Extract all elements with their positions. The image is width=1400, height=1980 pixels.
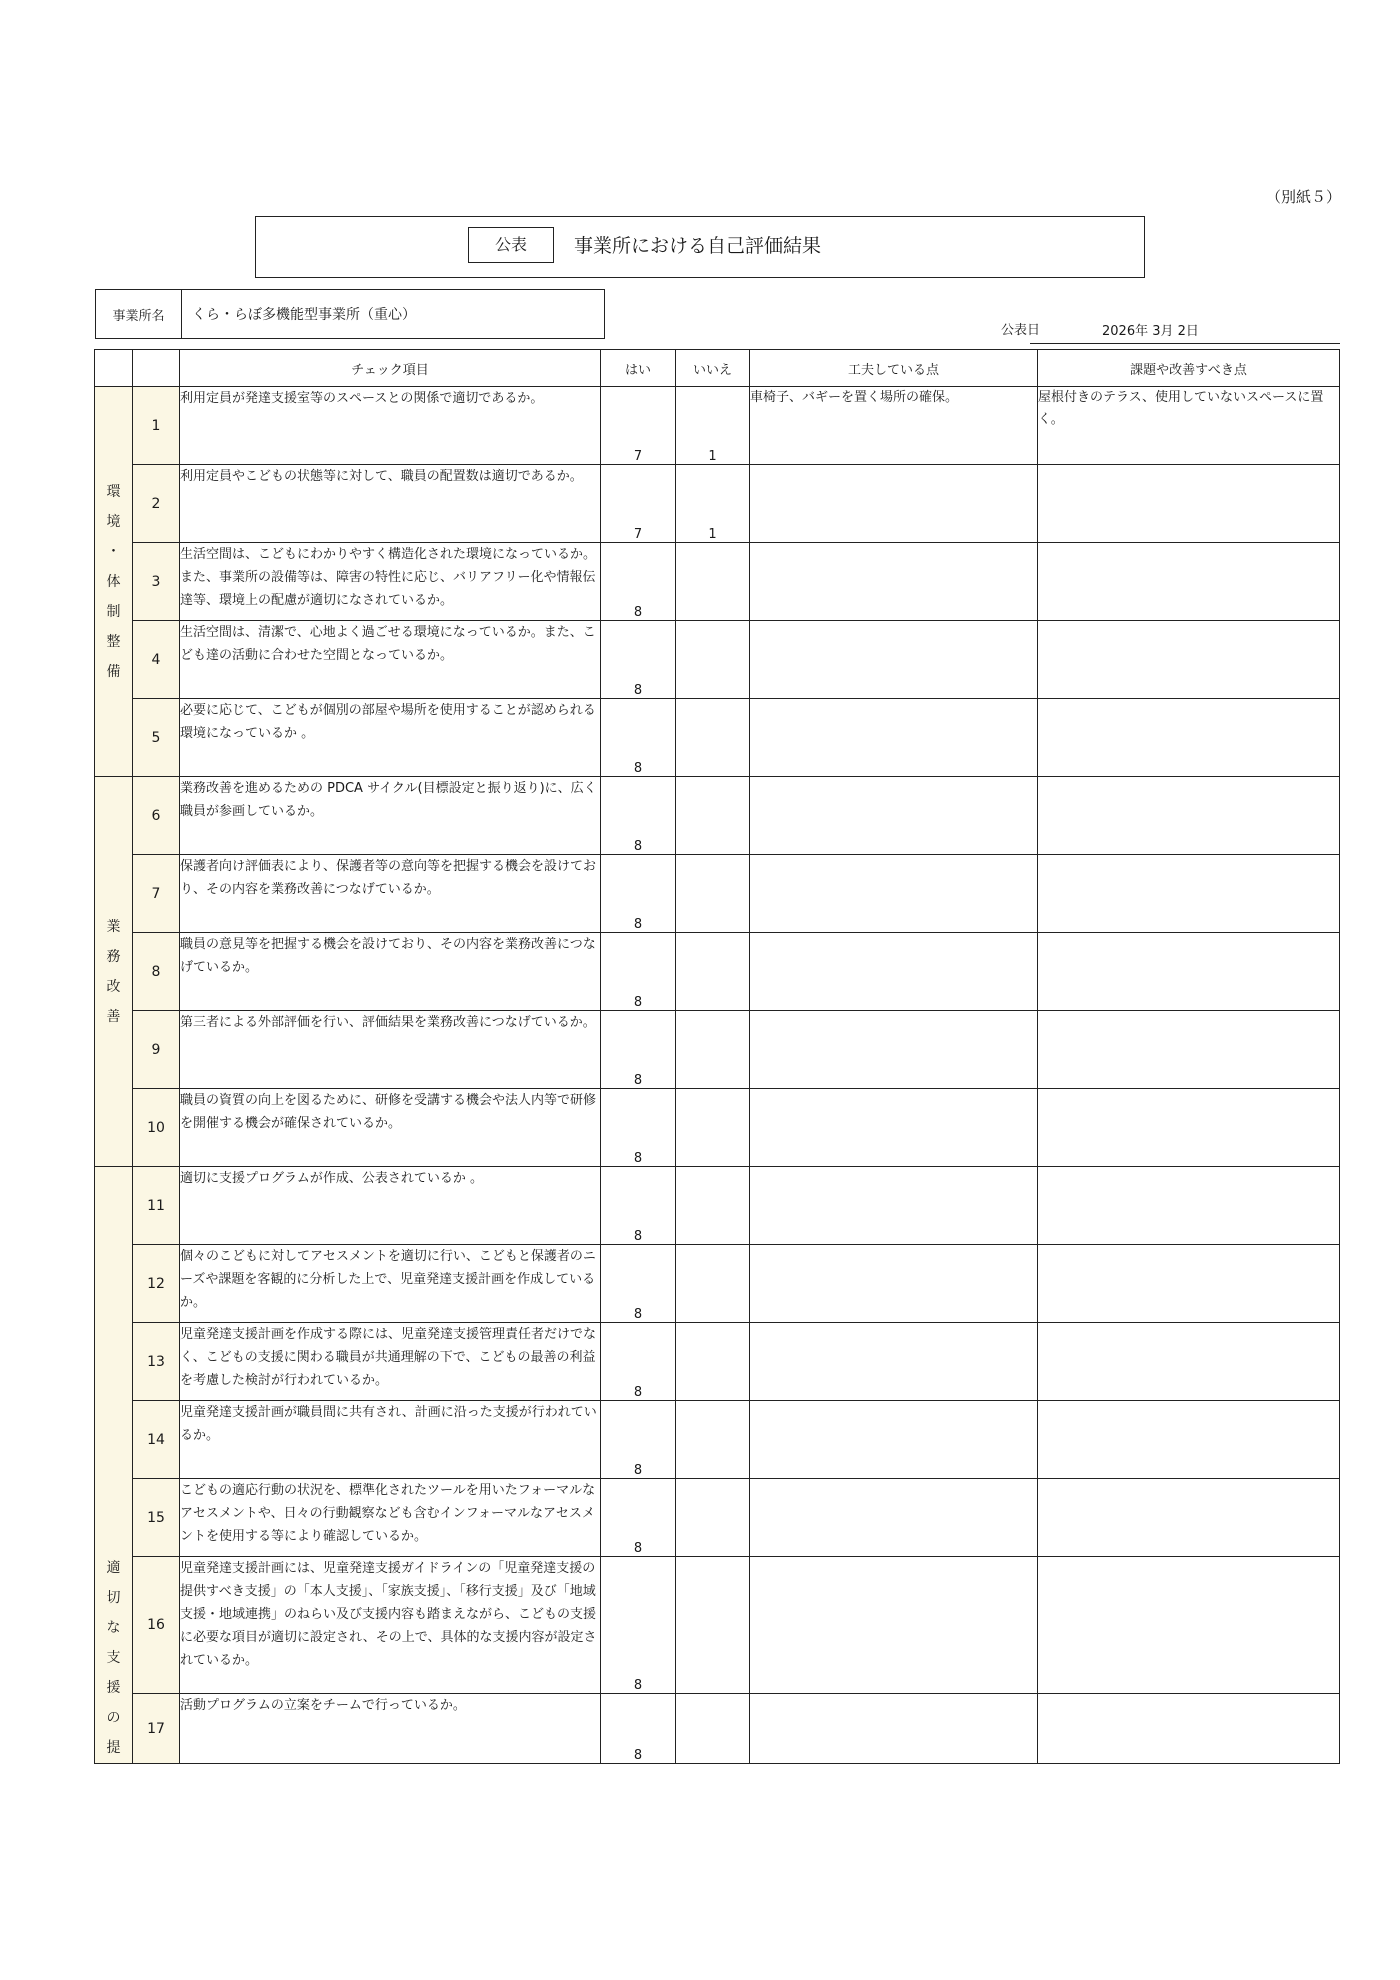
check-item-text: 生活空間は、こどもにわかりやすく構造化された環境になっているか。また、事業所の設備等は、障害の特性に応じ、バリアフリー化や情報伝達等、環境上の配慮が適切になされているか。 [180,543,601,621]
table-row [95,777,1340,855]
table-row [95,543,1340,621]
row-number: 6 [133,777,180,855]
table-row [95,933,1340,1011]
ingenuity-cell [750,465,1038,543]
publication-date-underline [1030,343,1340,344]
yes-count: 8 [601,1479,676,1557]
public-label: 公表 [468,227,554,263]
issues-cell [1038,1479,1340,1557]
issues-cell [1038,1557,1340,1694]
yes-count: 8 [601,1089,676,1167]
header-category [95,350,133,387]
facility-label: 事業所名 [96,290,182,338]
publication-date: 2026年 3月 2日 [1102,324,1199,339]
check-item-text: 児童発達支援計画を作成する際には、児童発達支援管理責任者だけでなく、こどもの支援に関わる職員が共通理解の下で、こどもの最善の利益を考慮した検討が行われているか。 [180,1323,601,1401]
row-number: 15 [133,1479,180,1557]
no-count [676,1011,750,1089]
check-item-text: 業務改善を進めるための PDCA サイクル(目標設定と振り返り)に、広く職員が参画しているか。 [180,777,601,855]
yes-count: 8 [601,1167,676,1245]
issues-cell [1038,1011,1340,1089]
check-item-text: 利用定員が発達支援室等のスペースとの関係で適切であるか。 [180,387,601,465]
yes-count: 8 [601,933,676,1011]
title-box [255,216,1145,278]
table-row [95,621,1340,699]
no-count [676,1557,750,1694]
no-count [676,1089,750,1167]
ingenuity-cell [750,1557,1038,1694]
row-number: 1 [133,387,180,465]
ingenuity-cell [750,699,1038,777]
check-item-text: 職員の資質の向上を図るために、研修を受講する機会や法人内等で研修を開催する機会が確保されているか。 [180,1089,601,1167]
table-row [95,1245,1340,1323]
issues-cell [1038,1401,1340,1479]
issues-cell [1038,465,1340,543]
no-count [676,1245,750,1323]
row-number: 11 [133,1167,180,1245]
evaluation-table [94,349,1340,1764]
facility-box [95,289,605,339]
yes-count: 8 [601,699,676,777]
table-row [95,1089,1340,1167]
issues-cell [1038,543,1340,621]
check-item-text: 必要に応じて、こどもが個別の部屋や場所を使用することが認められる環境になっているか 。 [180,699,601,777]
ingenuity-cell [750,621,1038,699]
no-count [676,855,750,933]
ingenuity-cell [750,777,1038,855]
row-number: 10 [133,1089,180,1167]
check-item-text: 活動プログラムの立案をチームで行っているか。 [180,1694,601,1764]
ingenuity-cell [750,543,1038,621]
page-title: 事業所における自己評価結果 [574,235,822,257]
table-header-row [95,350,1340,387]
issues-cell [1038,1089,1340,1167]
yes-count: 7 [601,465,676,543]
no-count: 1 [676,387,750,465]
issues-cell [1038,777,1340,855]
no-count [676,621,750,699]
header-number [133,350,180,387]
table-row [95,1479,1340,1557]
annex-label: （別紙５） [1266,188,1342,206]
row-number: 16 [133,1557,180,1694]
facility-name: くら・らぼ多機能型事業所（重心） [192,307,416,323]
yes-count: 7 [601,387,676,465]
header-no: いいえ [676,350,750,387]
ingenuity-cell [750,1011,1038,1089]
publication-date-label: 公表日 [1001,323,1041,338]
no-count [676,543,750,621]
yes-count: 8 [601,1557,676,1694]
check-item-text: 生活空間は、清潔で、心地よく過ごせる環境になっているか。また、こども達の活動に合わせた空間となっているか。 [180,621,601,699]
yes-count: 8 [601,777,676,855]
table-row [95,1167,1340,1245]
issues-cell [1038,933,1340,1011]
ingenuity-cell [750,1479,1038,1557]
row-number: 5 [133,699,180,777]
check-item-text: 利用定員やこどもの状態等に対して、職員の配置数は適切であるか。 [180,465,601,543]
category-environment: 環 境 ・ 体 制 整 備 [95,387,133,777]
no-count [676,1323,750,1401]
row-number: 17 [133,1694,180,1764]
no-count [676,1479,750,1557]
yes-count: 8 [601,855,676,933]
header-yes: はい [601,350,676,387]
row-number: 3 [133,543,180,621]
ingenuity-cell [750,1245,1038,1323]
row-number: 12 [133,1245,180,1323]
issues-cell [1038,1323,1340,1401]
no-count [676,1401,750,1479]
check-item-text: 適切に支援プログラムが作成、公表されているか 。 [180,1167,601,1245]
table-row [95,465,1340,543]
no-count [676,699,750,777]
no-count [676,1167,750,1245]
check-item-text: 児童発達支援計画には、児童発達支援ガイドラインの「児童発達支援の提供すべき支援」の「本人支援」、「家族支援」、「移行支援」及び「地域支援・地域連携」のねらい及び支援内容も踏まえながら、こどもの支援に必要な項目が適切に設定され、その上で、具体的な支援内容が設定されているか。 [180,1557,601,1694]
table-row [95,1401,1340,1479]
category-business-improvement: 業 務 改 善 [95,777,133,1167]
check-item-text: 第三者による外部評価を行い、評価結果を業務改善につなげているか。 [180,1011,601,1089]
ingenuity-cell [750,933,1038,1011]
ingenuity-cell [750,1401,1038,1479]
issues-cell: 屋根付きのテラス、使用していないスペースに置く。 [1038,387,1340,465]
issues-cell [1038,1167,1340,1245]
table-row [95,699,1340,777]
no-count: 1 [676,465,750,543]
ingenuity-cell [750,1694,1038,1764]
ingenuity-cell [750,855,1038,933]
header-issues: 課題や改善すべき点 [1038,350,1340,387]
yes-count: 8 [601,1245,676,1323]
yes-count: 8 [601,543,676,621]
yes-count: 8 [601,1323,676,1401]
no-count [676,1694,750,1764]
ingenuity-cell [750,1089,1038,1167]
yes-count: 8 [601,621,676,699]
row-number: 9 [133,1011,180,1089]
ingenuity-cell: 車椅子、バギーを置く場所の確保。 [750,387,1038,465]
issues-cell [1038,699,1340,777]
check-item-text: 児童発達支援計画が職員間に共有され、計画に沿った支援が行われているか。 [180,1401,601,1479]
row-number: 2 [133,465,180,543]
issues-cell [1038,1245,1340,1323]
table-row [95,1694,1340,1764]
issues-cell [1038,1694,1340,1764]
row-number: 7 [133,855,180,933]
yes-count: 8 [601,1401,676,1479]
check-item-text: こどもの適応行動の状況を、標準化されたツールを用いたフォーマルなアセスメントや、日々の行動観察なども含むインフォーマルなアセスメントを使用する等により確認しているか。 [180,1479,601,1557]
yes-count: 8 [601,1011,676,1089]
no-count [676,933,750,1011]
check-item-text: 職員の意見等を把握する機会を設けており、その内容を業務改善につなげているか。 [180,933,601,1011]
check-item-text: 保護者向け評価表により、保護者等の意向等を把握する機会を設けており、その内容を業務改善につなげているか。 [180,855,601,933]
header-ingenuity: 工夫している点 [750,350,1038,387]
yes-count: 8 [601,1694,676,1764]
row-number: 13 [133,1323,180,1401]
issues-cell [1038,621,1340,699]
category-appropriate-support: 適 切 な 支 援 の 提 [95,1167,133,1764]
table-row [95,855,1340,933]
ingenuity-cell [750,1323,1038,1401]
ingenuity-cell [750,1167,1038,1245]
check-item-text: 個々のこどもに対してアセスメントを適切に行い、こどもと保護者のニーズや課題を客観的に分析した上で、児童発達支援計画を作成しているか。 [180,1245,601,1323]
table-row [95,1011,1340,1089]
row-number: 4 [133,621,180,699]
table-row [95,1323,1340,1401]
table-row [95,387,1340,465]
row-number: 14 [133,1401,180,1479]
row-number: 8 [133,933,180,1011]
header-check-item: チェック項目 [180,350,601,387]
issues-cell [1038,855,1340,933]
table-row [95,1557,1340,1694]
no-count [676,777,750,855]
